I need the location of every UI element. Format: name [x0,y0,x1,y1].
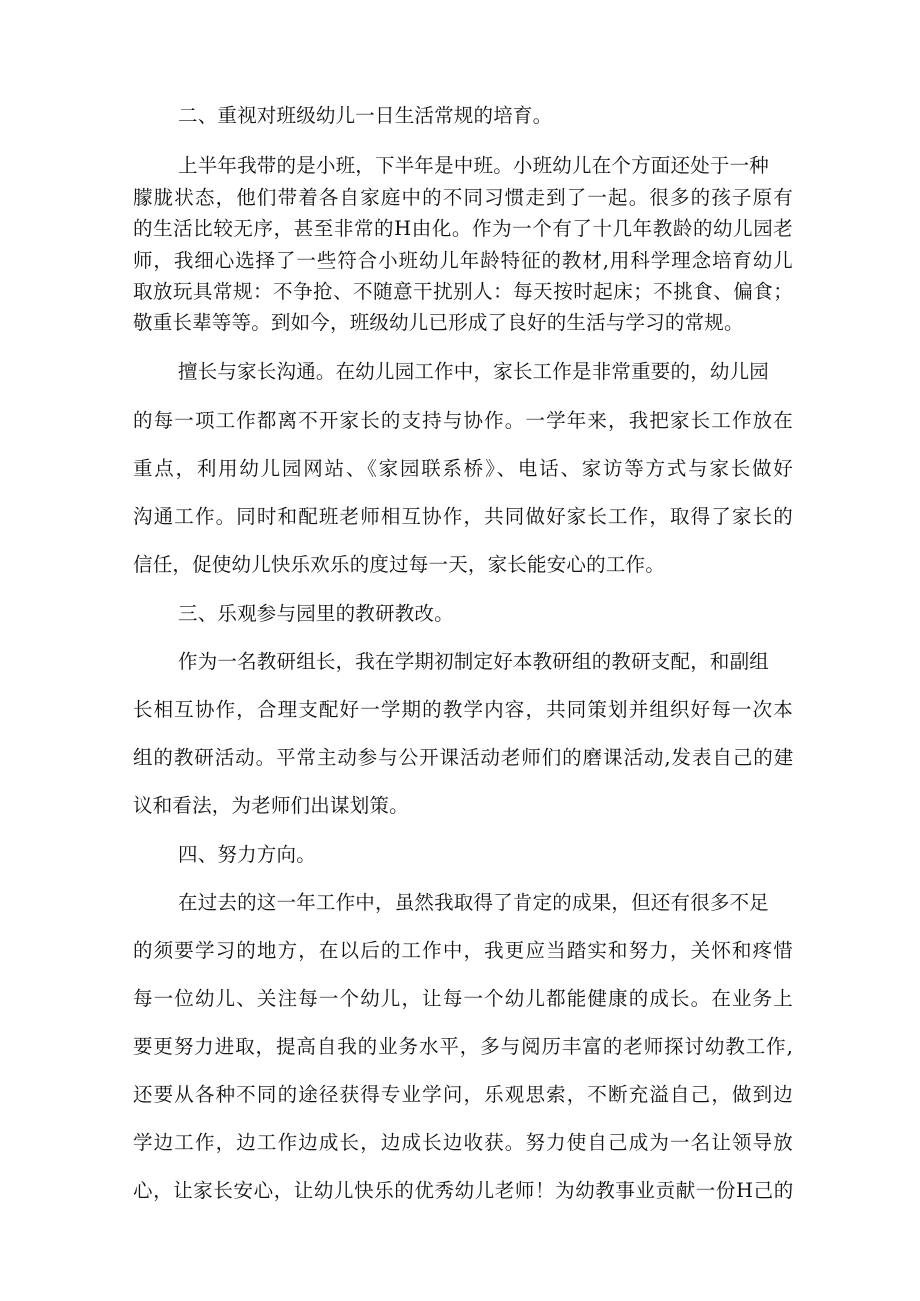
text-line: 信任，促使幼儿快乐欢乐的度过每一天，家长能安心的工作。 [133,553,665,576]
text-line: 擅长与家长沟通。在幼儿园工作中，家长工作是非常重要的，幼儿园 [178,360,770,383]
text-line: 重点，利用幼儿园网站、《家园联系桥》、电话、家访等方式与家长做好 [133,457,793,480]
text-line: 的须要学习的地方，在以后的工作中，我更应当踏实和努力，关怀和疼惜 [133,939,793,962]
heading-section-2: 二、重视对班级幼儿一日生活常规的培育。 [178,104,553,127]
heading-section-3: 三、乐观参与园里的教研教改。 [178,602,454,625]
text-line: 沟通工作。同时和配班老师相互协作，共同做好家长工作，取得了家长的 [133,505,793,528]
text-line: 在过去的这一年工作中，虽然我取得了肯定的成果，但还有很多不足 [178,891,770,914]
text-line: 的每一项工作都离不开家长的支持与协作。一学年来，我把家长工作放在 [133,409,793,432]
text-line: 心，让家长安心，让幼儿快乐的优秀幼儿老师！为幼教事业贡献一份H己的 [133,1179,793,1202]
text-line: 的生活比较无序，甚至非常的H由化。作为一个有了十几年教龄的幼儿园老 [133,217,793,240]
heading-section-4: 四、努力方向。 [178,843,316,866]
text-line: 长相互协作，合理支配好一学期的教学内容，共同策划并组织好每一次本 [133,698,793,721]
text-line: 敬重长辈等等。到如今，班级幼儿已形成了良好的生活与学习的常规。 [133,311,744,334]
text-line: 议和看法，为老师们出谋划策。 [133,794,409,817]
text-line: 取放玩具常规：不争抢、不随意干扰别人：每天按时起床；不挑食、偏食； [133,280,793,303]
text-line: 朦胧状态，他们带着各自家庭中的不同习惯走到了一起。很多的孩子原有 [133,186,793,209]
text-line: 作为一名教研组长，我在学期初制定好本教研组的教研支配，和副组 [178,650,770,673]
text-line: 学边工作，边工作边成长，边成长边收获。努力使自己成为一名让领导放 [133,1131,793,1154]
text-line: 还要从各种不同的途径获得专业学问，乐观思索，不断充溢自己，做到边 [133,1083,793,1106]
text-line: 要更努力进取，提高自我的业务水平，多与阅历丰富的老师探讨幼教工作, [133,1035,793,1058]
text-line: 每一位幼儿、关注每一个幼儿，让每一个幼儿都能健康的成长。在业务上 [133,987,793,1010]
text-line: 上半年我带的是小班，下半年是中班。小班幼儿在个方面还处于一种 [178,154,770,177]
text-line: 师，我细心选择了一些符合小班幼儿年龄特征的教材,用科学理念培育幼儿 [133,249,793,272]
text-line: 组的教研活动。平常主动参与公开课活动老师们的磨课活动,发表自己的建 [133,746,793,769]
